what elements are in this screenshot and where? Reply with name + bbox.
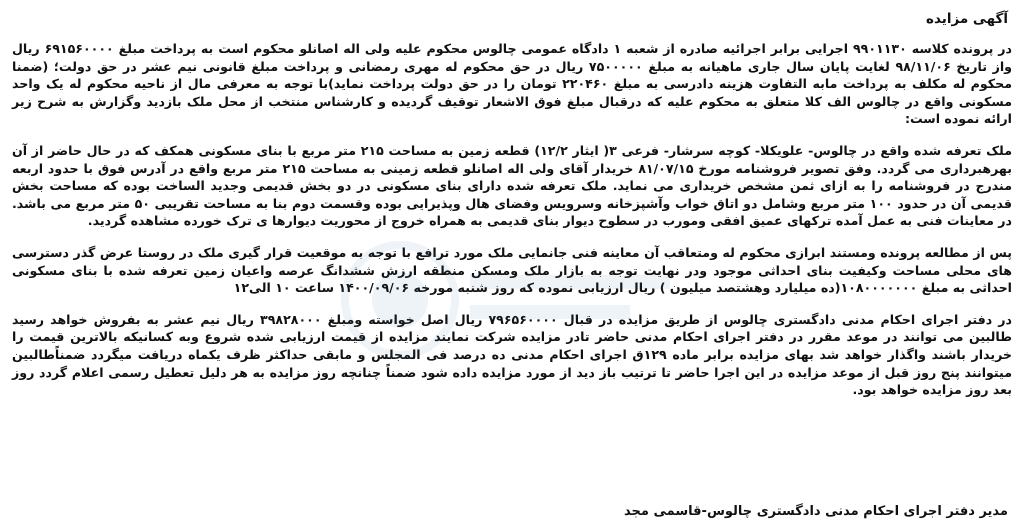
paragraph-property-description: ملک تعرفه شده واقع در چالوس- علویکلا- کوچه سرشار- فرعی ۳( ایثار ۱۲/۲) قطعه زمین به مساحت ۲۱۵ متر مربع با بنای مسکونی همکف که در حال حاضر از آن بهرهبرداری می گردد. وفق تصویر فروشنامه مورخ ۸۱/۰۷/۱۵ خریدار آقای ولی اله اصانلو قطعه زمینی به مساحت ۲۱۵ متر مربع واقع در آدرس فوق با حدود اربعه مندرج در فروشنامه را به ازای ثمن مشخص خریداری می نماید. ملک تعرفه شده دارای بنای مسکونی در دو بخش قدیمی وجدید الساخت بوده که مساحت بخش قدیمی آن در حدود ۱۰۰ متر مربع وشامل دو اتاق خواب وآشپزخانه وسرویس وفضای هال وپذیرایی بوده وقسمت دوم بنا به مساحت تقریبی ۵۰ متر مربع می باشد. در معاینات فنی به عمل آمده ترکهای عمیق افقی ومورب در سطوح دیوار بنای قدیمی به همراه خروج از محوریت دیوارها ی ترک خورده مشاهده گردید. (12, 142, 1012, 229)
paragraph-case-details: در پرونده کلاسه ۹۹۰۱۱۳۰ اجرایی برابر اجرائیه صادره از شعبه ۱ دادگاه عمومی چالوس محکوم علیه ولی اله اصانلو محکوم است به پرداخت مبلغ ۶۹۱۵۶۰۰۰۰ ریال واز تاریخ ۹۸/۱۱/۰۶ لغایت پایان سال جاری ماهیانه به مبلغ ۷۵۰۰۰۰۰ ریال در حق محکوم له مهری رمضانی و پرداخت مبلغ قانونی نیم عشر در حق دولت؛ (ضمنا محکوم له مکلف به پرداخت مابه التفاوت هزینه دادرسی به مبلغ ۲۲۰۴۶۰ تومان را در حق دولت پرداخت نماید)با توجه به معرفی مال از ناحیه محکوم له یک واحد مسکونی واقع در چالوس الف کلا متعلق به محکوم علیه که درقبال مبلغ فوق الاشعار توقیف گردیده و کارشناس منتخب از محل ملک بازدید وگزارش به شرح زیر ارائه نموده است: (12, 41, 1013, 127)
paragraph-auction-terms: در دفتر اجرای احکام مدنی دادگستری چالوس از طریق مزایده در قبال ۷۹۶۵۶۰۰۰۰ ریال اصل خواسته ومبلغ ۳۹۸۲۸۰۰۰ ریال نیم عشر به بفروش خواهد رسید طالبین می توانند در موعد مقرر در دفتر اجرای احکام مدنی حاضر تادر مزایده شرکت نمایند مزایده از قیمت ارزیابی شده شروع وبه کسانیکه بالاترین قیمت را خریدار باشند واگذار خواهد شد بهای مزایده برابر ماده ۱۲۹ق اجرای احکام مدنی ده درصد فی المجلس و مابقی حداکثر ظرف یکماه دریافت میگردد ضمناًطالبین میتوانند پنج روز قبل از موعد مزایده در این اجرا حاضر تا ترتیب باز دید از مورد مزایده داده شود ضمناً چنانچه روز مزایده به هر دلیل تعطیل رسمی اعلام گردد روز بعد روز مزایده خواهد بود. (12, 311, 1012, 398)
paragraph-valuation: پس از مطالعه پرونده ومستند ابرازی محکوم له ومتعاقب آن معاینه فنی جانمایی ملک مورد ترافع با توجه به موقعیت قرار گیری ملک در روستا عرض گذر دسترسی های محلی مساحت وکیفیت بنای احداثی موجود ودر نهایت توجه به بازار ملک ومسکن منطقه ارزش ششدانگ عرصه واعیان زمین تعرفه شده با بنای مسکونی احداثی به مبلغ ۱۰۸۰۰۰۰۰۰۰(ده میلیارد وهشتصد میلیون ) ریال ارزیابی نموده که روز شنبه مورخه ۱۴۰۰/۰۹/۰۶ ساعت ۱۰ الی۱۲ (12, 244, 1012, 296)
notice-title: آگهی مزایده (926, 11, 1008, 27)
signature-line: مدیر دفتر اجرای احکام مدنی دادگستری چالوس-قاسمی مجد (624, 504, 1008, 519)
